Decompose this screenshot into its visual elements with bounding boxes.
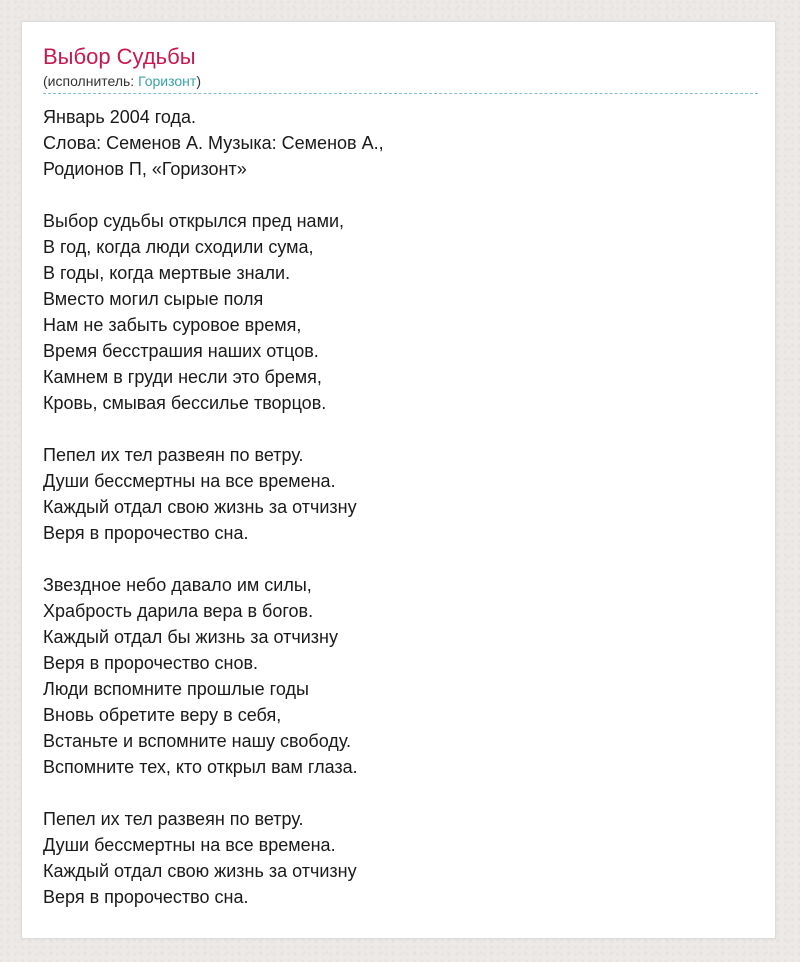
artist-suffix: ) <box>196 73 201 89</box>
artist-line <box>43 72 201 90</box>
lyric-line: Души бессмертны на все времена. <box>43 471 336 491</box>
artist-link[interactable]: Горизонт <box>138 73 197 89</box>
stanza-break <box>43 780 758 806</box>
stanza-break <box>43 546 758 572</box>
stanza-break <box>43 416 758 442</box>
lyric-line: Пепел их тел развеян по ветру. <box>43 445 304 465</box>
lyric-line: Вновь обретите веру в себя, <box>43 705 282 725</box>
lyrics-card <box>21 21 776 939</box>
title-divider <box>43 93 758 94</box>
lyric-line: Каждый отдал свою жизнь за отчизну <box>43 861 357 881</box>
song-title: Выбор Судьбы <box>43 44 196 69</box>
lyric-line: Веря в пророчество сна. <box>43 887 249 907</box>
artist-prefix: (исполнитель: <box>43 73 139 89</box>
lyric-line: Камнем в груди несли это бремя, <box>43 367 322 387</box>
lyric-line: Веря в пророчество снов. <box>43 653 259 673</box>
lyric-line: Звездное небо давало им силы, <box>43 575 312 595</box>
lyric-line: Время бесстрашия наших отцов. <box>43 341 319 361</box>
lyric-line: Каждый отдал свою жизнь за отчизну <box>43 497 357 517</box>
lyric-line: Храбрость дарила вера в богов. <box>43 601 314 621</box>
lyric-line: В годы, когда мертвые знали. <box>43 263 291 283</box>
lyric-line: Выбор судьбы открылся пред нами, <box>43 211 344 231</box>
lyric-line: Нам не забыть суровое время, <box>43 315 302 335</box>
lyric-line: Веря в пророчество сна. <box>43 523 249 543</box>
lyric-line: Январь 2004 года. <box>43 107 197 127</box>
lyric-line: Слова: Семенов А. Музыка: Семенов А., <box>43 133 384 153</box>
lyric-line: Кровь, смывая бессилье творцов. <box>43 393 327 413</box>
lyric-line: Души бессмертны на все времена. <box>43 835 336 855</box>
lyric-line: Каждый отдал бы жизнь за отчизну <box>43 627 338 647</box>
lyric-line: Вместо могил сырые поля <box>43 289 264 309</box>
stanza-break <box>43 182 758 208</box>
lyric-line: Вспомните тех, кто открыл вам глаза. <box>43 757 358 777</box>
lyric-line: Родионов П, «Горизонт» <box>43 159 247 179</box>
lyric-line: Встаньте и вспомните нашу свободу. <box>43 731 352 751</box>
lyric-line: Люди вспомните прошлые годы <box>43 679 309 699</box>
lyric-line: В год, когда люди сходили сума, <box>43 237 314 257</box>
lyrics-text <box>43 104 758 910</box>
lyric-line: Пепел их тел развеян по ветру. <box>43 809 304 829</box>
